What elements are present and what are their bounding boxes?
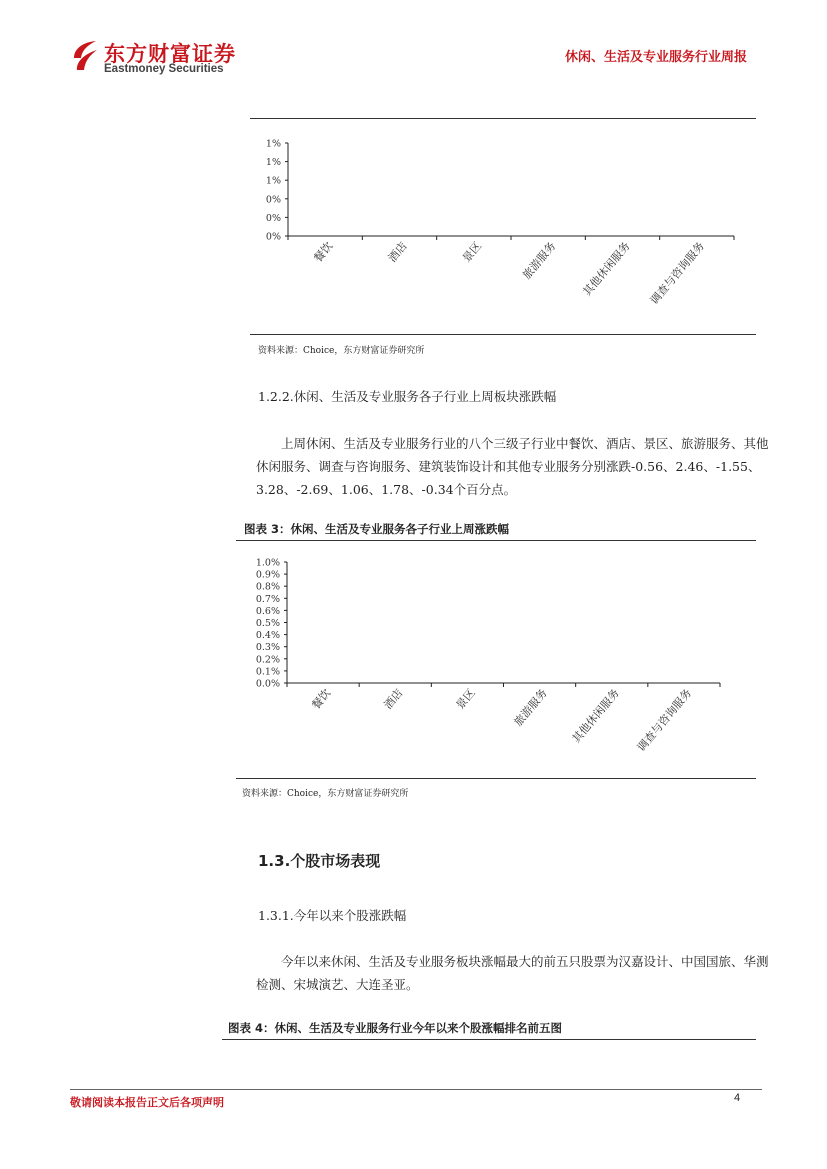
- y-tick-label: 0.1%: [255, 666, 280, 678]
- y-tick-label: 0%: [265, 212, 281, 224]
- figure-bottom-rule: [250, 334, 756, 335]
- sub-industry-chart-2: [236, 553, 756, 773]
- page-number: 4: [734, 1092, 741, 1104]
- y-tick-label: 0%: [265, 231, 281, 243]
- x-category-label: 景区: [460, 239, 485, 265]
- section-heading-1-2-2: 1.2.2.休闲、生活及专业服务各子行业上周板块涨跌幅: [258, 389, 557, 404]
- eastmoney-logo-icon: [70, 38, 100, 74]
- brand-name-en: Eastmoney Securities: [104, 63, 224, 75]
- y-tick-label: 0.6%: [255, 605, 280, 617]
- y-tick-label: 1%: [265, 157, 281, 169]
- section-heading-1-3: 1.3.个股市场表现: [258, 852, 381, 870]
- source-note: 资料来源：Choice，东方财富证券研究所: [242, 789, 409, 799]
- figure-3-top-rule: [236, 540, 756, 541]
- y-tick-label: 0.8%: [255, 581, 280, 593]
- x-category-label: 其他休闲服务: [580, 239, 633, 299]
- x-category-label: 酒店: [381, 686, 406, 712]
- figure-3-bottom-rule: [236, 778, 756, 779]
- x-category-label: 调查与咨询服务: [634, 686, 695, 754]
- y-tick-label: 0.4%: [255, 630, 280, 642]
- y-tick-label: 0%: [265, 194, 281, 206]
- x-category-label: 旅游服务: [520, 239, 559, 282]
- section-paragraph-1-2-2: 上周休闲、生活及专业服务行业的八个三级子行业中餐饮、酒店、景区、旅游服务、其他休闲服务、调查与咨询服务、建筑装饰设计和其他专业服务分别涨跌-0.56、2.46、-1.55、3.28、-2.69、1.06、1.78、-0.34个百分点。: [256, 436, 769, 497]
- y-tick-label: 0.2%: [255, 654, 280, 666]
- section-heading-1-3-1: 1.3.1.今年以来个股涨跌幅: [258, 908, 407, 923]
- x-category-label: 旅游服务: [511, 686, 550, 729]
- x-category-label: 景区: [453, 686, 478, 712]
- figure-3-title: 图表 3：休闲、生活及专业服务各子行业上周涨跌幅: [244, 522, 510, 536]
- x-category-label: 餐饮: [309, 686, 334, 712]
- y-tick-label: 0.0%: [255, 678, 280, 690]
- figure-4-top-rule: [222, 1039, 756, 1040]
- y-tick-label: 1%: [265, 175, 281, 187]
- x-category-label: 其他休闲服务: [569, 686, 623, 746]
- y-tick-label: 1.0%: [255, 557, 280, 569]
- report-title: 休闲、生活及专业服务行业周报: [564, 50, 747, 65]
- figure-4-title: 图表 4：休闲、生活及专业服务行业今年以来个股涨幅排名前五图: [228, 1021, 563, 1035]
- y-tick-label: 0.3%: [255, 642, 280, 654]
- x-category-label: 餐饮: [311, 239, 336, 265]
- figure-top-rule: [250, 118, 756, 119]
- source-note: 资料来源：Choice，东方财富证券研究所: [258, 346, 425, 356]
- sub-industry-chart-1: [250, 128, 756, 328]
- brand-name-cn: 东方财富证券: [104, 42, 236, 66]
- y-tick-label: 0.7%: [255, 593, 280, 605]
- footer-disclaimer: 敬请阅读本报告正文后各项声明: [70, 1096, 224, 1109]
- y-tick-label: 1%: [265, 138, 281, 150]
- section-paragraph-1-3-1: 今年以来休闲、生活及专业服务板块涨幅最大的前五只股票为汉嘉设计、中国国旅、华测检测、宋城演艺、大连圣亚。: [256, 954, 769, 992]
- x-category-label: 调查与咨询服务: [647, 239, 708, 307]
- footer-rule: [70, 1089, 762, 1090]
- y-tick-label: 0.9%: [255, 569, 280, 581]
- y-tick-label: 0.5%: [255, 618, 280, 629]
- x-category-label: 酒店: [385, 239, 410, 265]
